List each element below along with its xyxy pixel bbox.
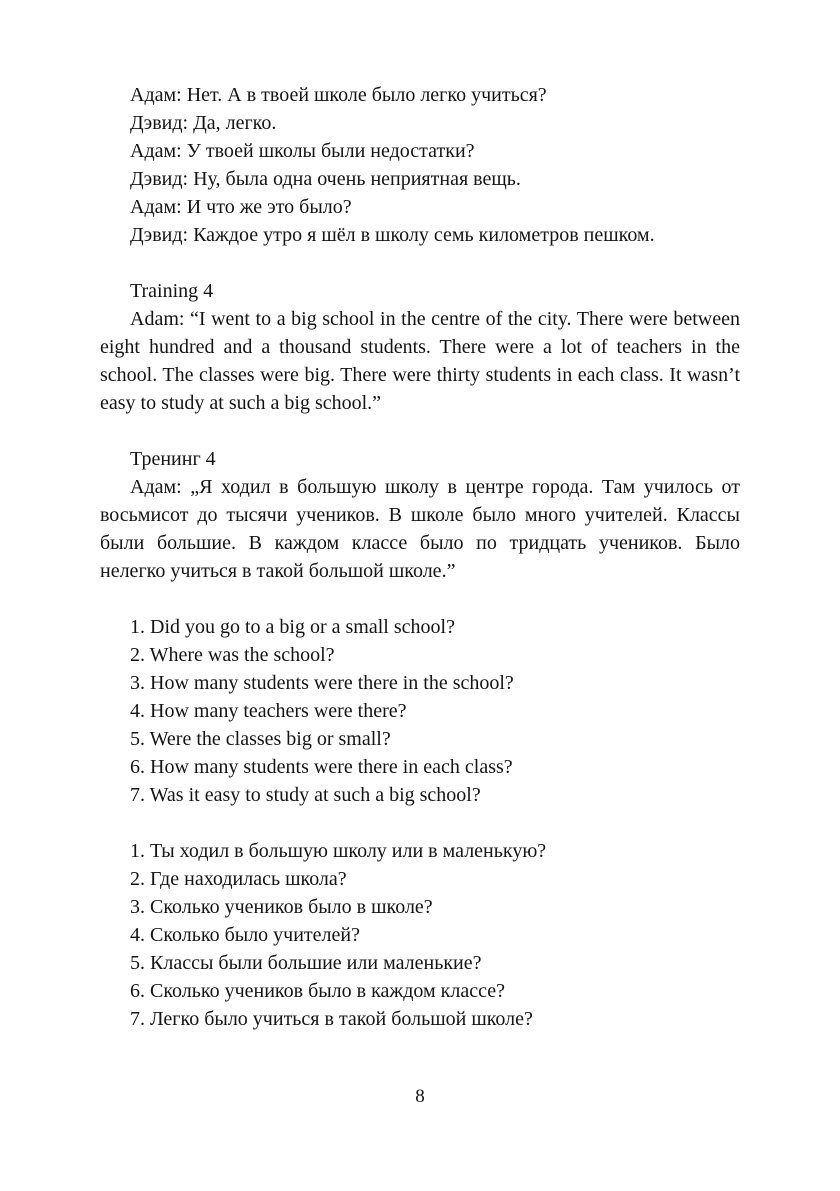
questions-en-section	[100, 613, 740, 809]
question-en-item: 7. Was it easy to study at such a big school?	[130, 784, 481, 806]
training-ru-paragraph: Адам: „Я ходил в большую школу в центре города. Там училось от восьмисот до тысячи учеников. В школе было много учителей. Классы были большие. В каждом классе было по тридцать учеников. Было нелегко учиться в такой большой школе.”	[100, 476, 740, 582]
question-ru-item: 7. Легко было учиться в такой большой школе?	[130, 1008, 533, 1030]
question-ru-item: 6. Сколько учеников было в каждом классе?	[130, 980, 505, 1002]
training-ru-heading: Тренинг 4	[130, 448, 216, 470]
question-ru-item: 2. Где находилась школа?	[130, 868, 347, 890]
question-en-item: 5. Were the classes big or small?	[130, 728, 391, 750]
dialogue-line: Дэвид: Ну, была одна очень неприятная вещь.	[130, 168, 521, 190]
question-en-item: 3. How many students were there in the school?	[130, 672, 514, 694]
dialogue-line: Адам: И что же это было?	[130, 196, 352, 218]
question-en-item: 1. Did you go to a big or a small school?	[130, 616, 455, 638]
question-en-item: 6. How many students were there in each class?	[130, 756, 513, 778]
training-ru-section	[100, 445, 740, 585]
question-ru-item: 5. Классы были большие или маленькие?	[130, 952, 482, 974]
question-en-item: 4. How many teachers were there?	[130, 700, 407, 722]
question-ru-item: 1. Ты ходил в большую школу или в маленькую?	[130, 840, 547, 862]
training-en-paragraph: Adam: “I went to a big school in the centre of the city. There were between eight hundred and a thousand students. There were a lot of teachers in the school. The classes were big. There were thirty students in each class. It wasn’t easy to study at such a big school.”	[100, 308, 740, 414]
page-content	[100, 81, 740, 1033]
question-en-item: 2. Where was the school?	[130, 644, 335, 666]
page-footer	[0, 1083, 840, 1111]
training-en-heading: Training 4	[130, 280, 214, 302]
questions-ru-section	[100, 837, 740, 1033]
dialogue-line: Адам: У твоей школы были недостатки?	[130, 140, 475, 162]
dialogue-line: Адам: Нет. А в твоей школе было легко учиться?	[130, 84, 547, 106]
dialogue-line: Дэвид: Каждое утро я шёл в школу семь километров пешком.	[130, 224, 655, 246]
dialogue-line: Дэвид: Да, легко.	[130, 112, 277, 134]
training-en-section	[100, 277, 740, 417]
page-number: 8	[415, 1086, 425, 1107]
dialogue-section	[100, 81, 740, 249]
question-ru-item: 4. Сколько было учителей?	[130, 924, 360, 946]
question-ru-item: 3. Сколько учеников было в школе?	[130, 896, 433, 918]
